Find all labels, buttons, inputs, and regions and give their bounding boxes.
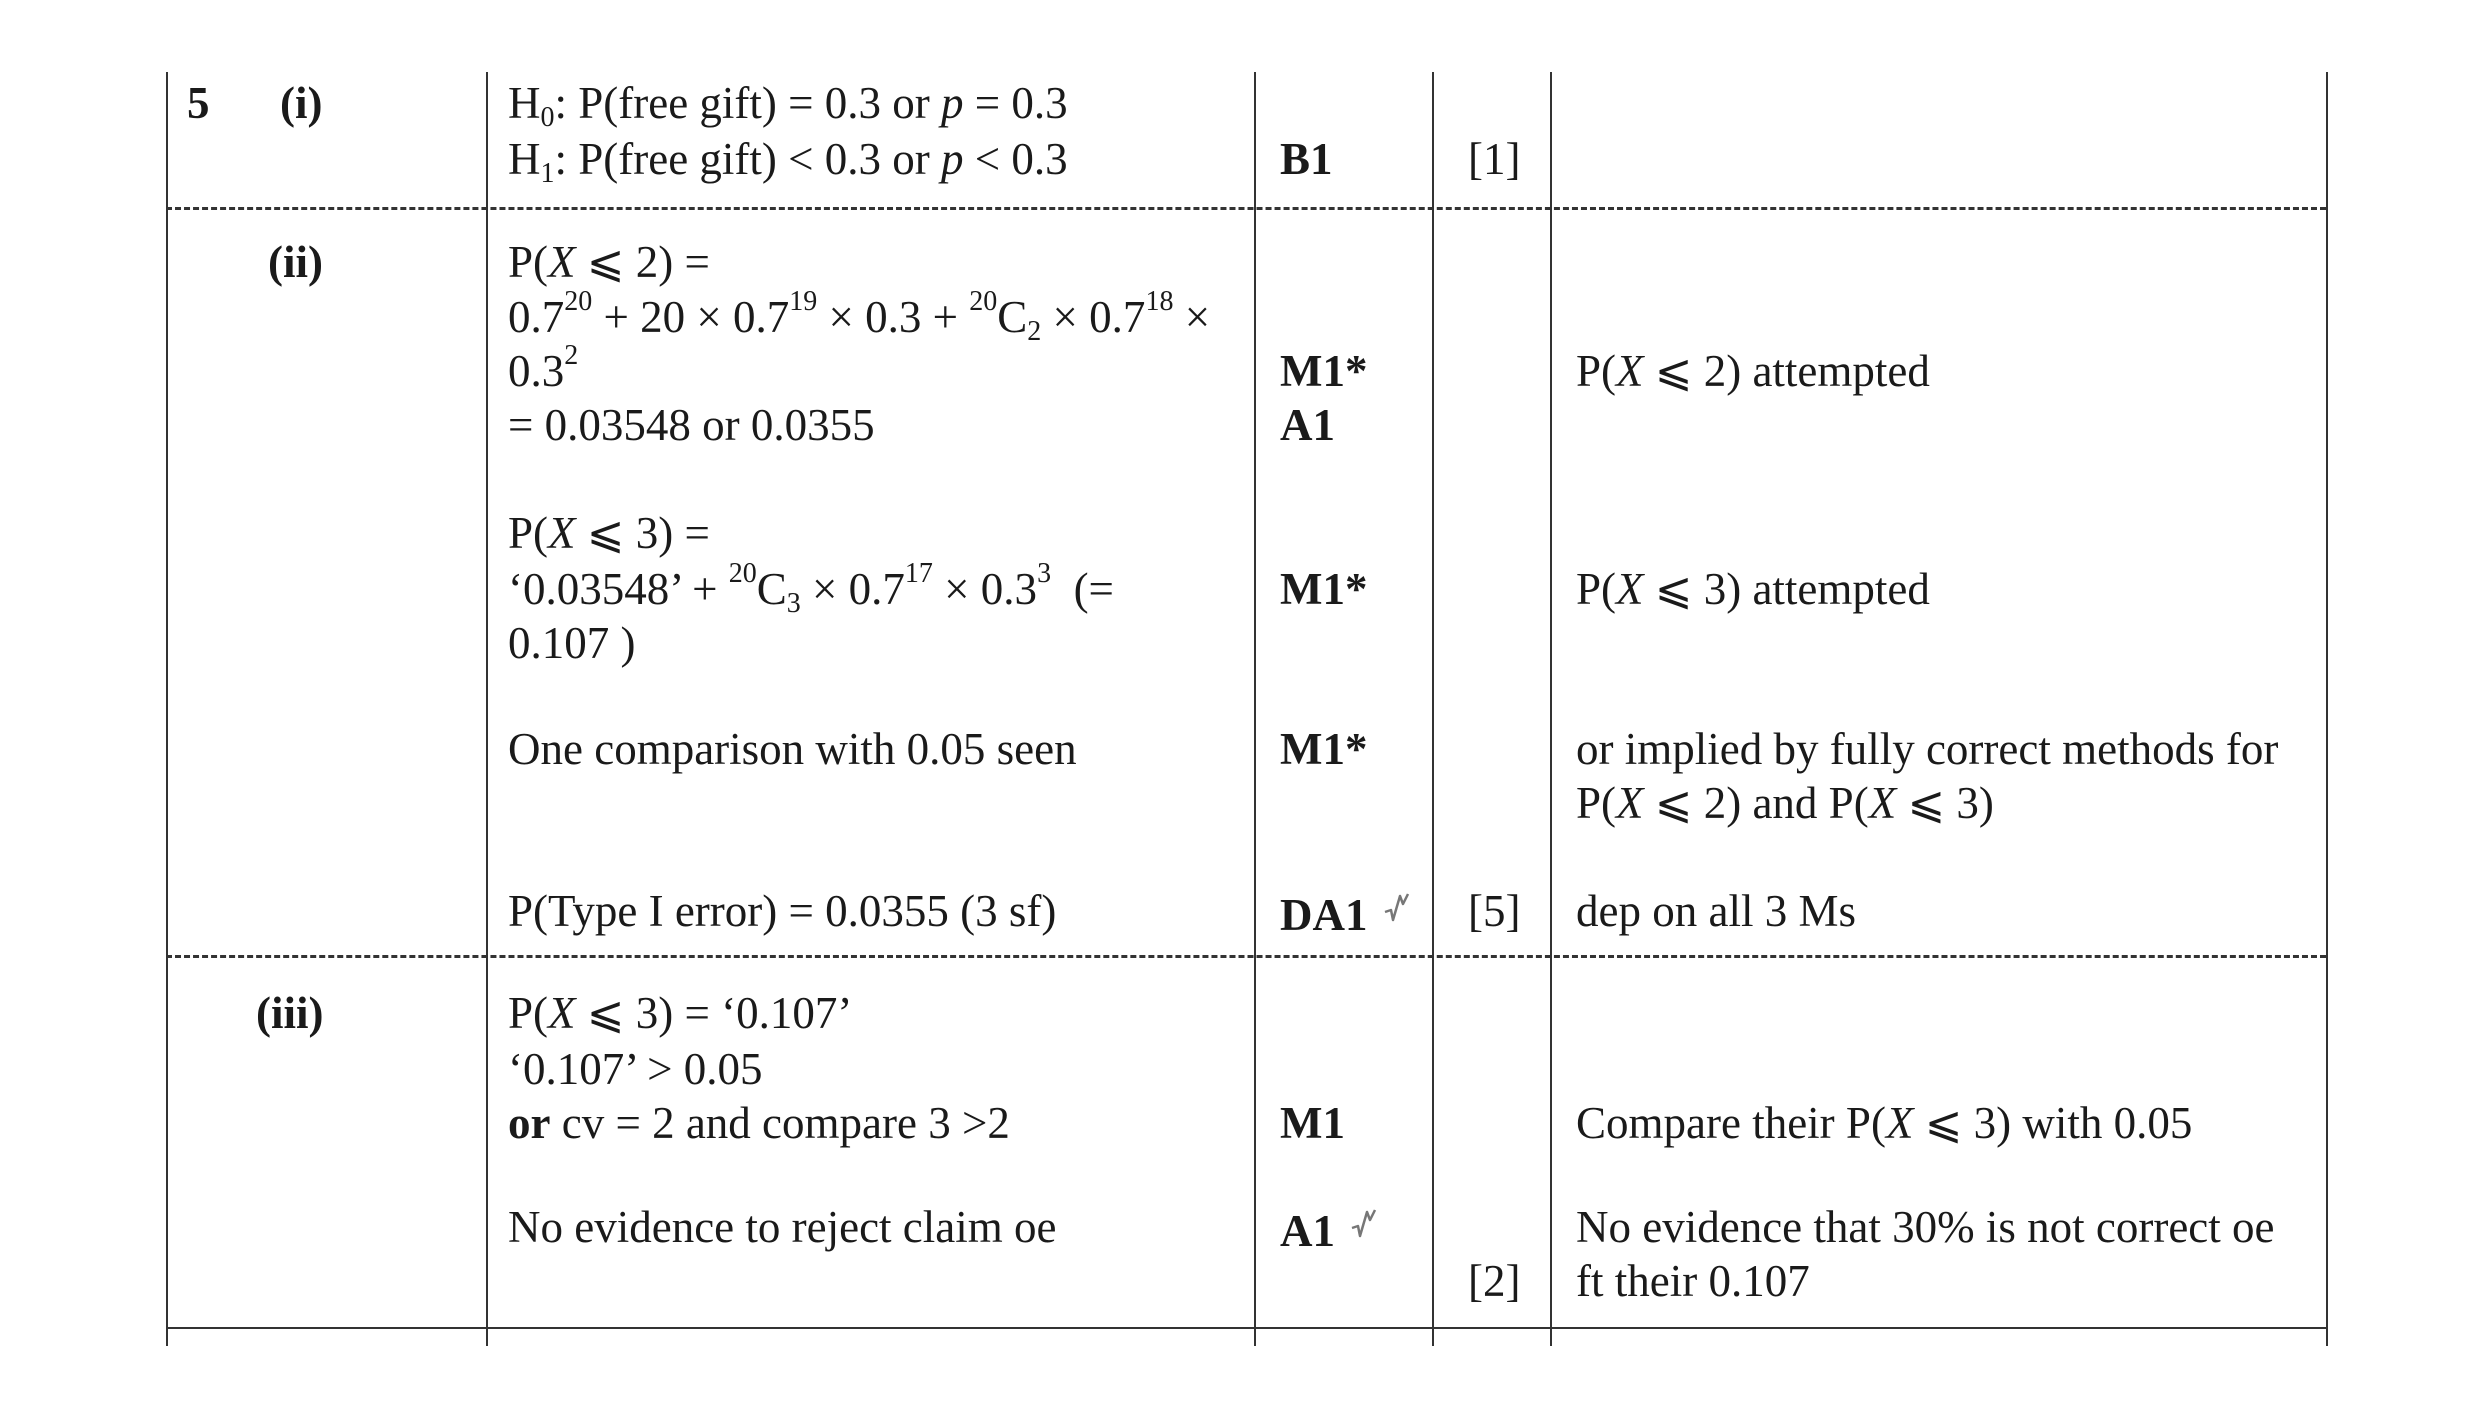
type-one-error: P(Type I error) = 0.0355 (3 sf) bbox=[508, 886, 1057, 936]
mark-m1: M1 bbox=[1280, 1098, 1345, 1148]
column-divider bbox=[1550, 72, 1552, 1346]
part-label-iii: (iii) bbox=[256, 988, 324, 1038]
comparison-step: One comparison with 0.05 seen bbox=[508, 724, 1077, 774]
p-x-le-3-expression: ‘0.03548’ + $^{20}C_3 \times 0.7^{17} \times 0.3^3$ (= bbox=[508, 558, 1114, 619]
guidance-p-x-le-2: P(X ⩽ 2) attempted bbox=[1576, 346, 1930, 396]
mark-a1: A1 bbox=[1280, 400, 1335, 450]
guidance-compare: Compare their P(X ⩽ 3) with 0.05 bbox=[1576, 1098, 2193, 1148]
marks-total-i: [1] bbox=[1468, 134, 1521, 184]
guidance-implied-line1: or implied by fully correct methods for bbox=[1576, 724, 2279, 774]
conclusion: No evidence to reject claim oe bbox=[508, 1202, 1057, 1252]
column-divider bbox=[486, 72, 488, 1346]
mark-b1: B1 bbox=[1280, 134, 1333, 184]
p-x-le-2-expression: $0.7^{20} + 20 \times 0.7^{19} \times 0.3 + ^{20}C_2 \times 0.7^{18}$ × bbox=[508, 286, 1211, 347]
mark-a1-ft: A1 bbox=[1280, 1200, 1379, 1258]
part-label-i: (i) bbox=[280, 78, 323, 128]
row-divider bbox=[166, 1327, 2326, 1329]
mark-m1-star-3: M1* bbox=[1280, 724, 1368, 774]
question-number: 5 bbox=[187, 78, 210, 128]
p-x-le-3-heading: P(X ⩽ 3) = bbox=[508, 508, 710, 558]
row-divider bbox=[166, 207, 2326, 210]
column-divider bbox=[166, 72, 168, 1346]
column-divider bbox=[2326, 72, 2328, 1346]
critical-value-alternative: or cv = 2 and compare 3 >2 bbox=[508, 1098, 1010, 1148]
guidance-dependency: dep on all 3 Ms bbox=[1576, 886, 1856, 936]
guidance-implied-line2: P(X ⩽ 2) and P(X ⩽ 3) bbox=[1576, 778, 1994, 828]
guidance-conclusion-line2: ft their 0.107 bbox=[1576, 1256, 1810, 1306]
follow-through-tick-icon bbox=[1349, 1200, 1379, 1236]
marks-total-iii: [2] bbox=[1468, 1256, 1521, 1306]
mark-da1: DA1 bbox=[1280, 884, 1412, 942]
column-divider bbox=[1254, 72, 1256, 1346]
row-divider bbox=[166, 955, 2326, 958]
mark-m1-star-2: M1* bbox=[1280, 564, 1368, 614]
p-x-le-2-heading: P(X ⩽ 2) = bbox=[508, 237, 710, 287]
guidance-p-x-le-3: P(X ⩽ 3) attempted bbox=[1576, 564, 1930, 614]
part-label-ii: (ii) bbox=[268, 237, 323, 287]
p-x-le-3-value: P(X ⩽ 3) = ‘0.107’ bbox=[508, 988, 853, 1038]
guidance-conclusion-line1: No evidence that 30% is not correct oe bbox=[1576, 1202, 2275, 1252]
p-x-le-2-expression-cont: $0.3^2$ bbox=[508, 340, 579, 396]
alternative-hypothesis: $H_1$: P(free gift) < 0.3 or p < 0.3 bbox=[508, 134, 1068, 189]
p-x-le-2-result: = 0.03548 or 0.0355 bbox=[508, 400, 875, 450]
column-divider bbox=[1432, 72, 1434, 1346]
null-hypothesis: $H_0$: P(free gift) = 0.3 or p = 0.3 bbox=[508, 78, 1068, 133]
value-comparison: ‘0.107’ > 0.05 bbox=[508, 1044, 763, 1094]
mark-m1-star: M1* bbox=[1280, 346, 1368, 396]
marks-total-ii: [5] bbox=[1468, 886, 1521, 936]
follow-through-tick-icon bbox=[1382, 884, 1412, 920]
p-x-le-3-result: 0.107 ) bbox=[508, 618, 636, 668]
